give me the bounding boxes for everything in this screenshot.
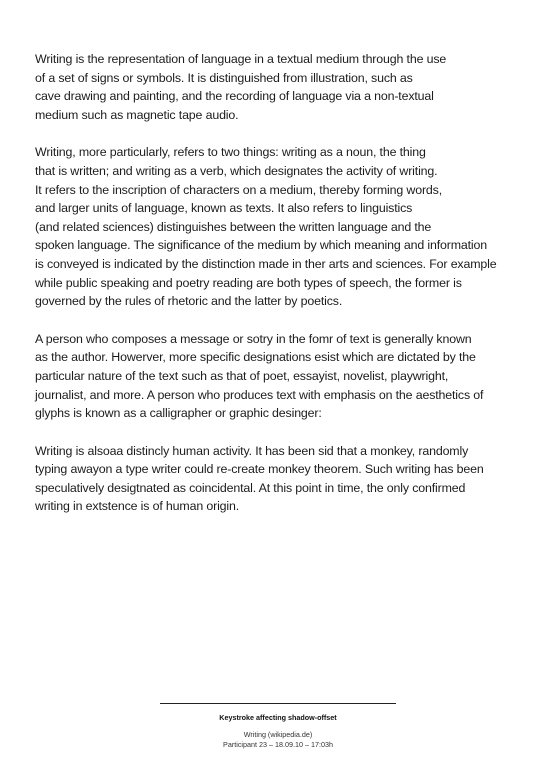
footer-caption [160,703,396,749]
text-line: speculatively desigtnated as coincidental. At this point in time, the only confirmed [35,480,466,495]
text-line: while public speaking and poetry reading are both types of speech, the former is [35,275,462,290]
text-line: particular nature of the text such as that of poet, essayist, novelist, playwright, [35,368,449,383]
text-line: typing awayon a type writer could re-create monkey theorem. Such writing has been [35,462,484,477]
text-line: It refers to the inscription of characters on a medium, thereby forming words, [35,182,443,197]
text-line: is conveyed is indicated by the distinction made in ther arts and sciences. For example [35,256,497,271]
text-line: (and related sciences) distinguishes between the written language and the [35,219,432,234]
text-line: cave drawing and painting, and the recording of language via a non-textual [35,89,434,104]
body-text [35,50,525,535]
paragraph-1 [35,50,525,124]
text-line: and larger units of language, known as texts. It also refers to linguistics [35,201,413,216]
paragraph-3 [35,330,525,423]
text-line: governed by the rules of rhetoric and the latter by poetics. [35,294,343,309]
paragraph-4 [35,442,525,516]
text-line: writing in extstence is of human origin. [35,499,240,514]
text-line: glyphs is known as a calligrapher or graphic desinger: [35,406,322,421]
text-line: Writing is the representation of language in a textual medium through the use [35,52,447,66]
text-line: Writing, more particularly, refers to two things: writing as a noun, the thing [35,145,426,160]
caption-title: Keystroke affecting shadow-offset [219,713,337,722]
text-line: medium such as magnetic tape audio. [35,107,239,122]
paragraph-2 [35,143,525,310]
text-line: A person who composes a message or sotry in the fomr of text is generally known [35,331,472,346]
text-line: as the author. Howerver, more specific designations esist which are dictated by the [35,350,476,365]
text-line: of a set of signs or symbols. It is distinguished from illustration, such as [35,70,413,85]
caption-meta: Participant 23 – 18.09.10 – 17:03h [223,739,333,749]
text-line: journalist, and more. A person who produces text with emphasis on the aesthetics of [35,387,484,402]
text-line: Writing is alsoaa distincly human activity. It has been sid that a monkey, randomly [35,443,469,458]
text-line: that is written; and writing as a verb, which designates the activity of writing. [35,163,438,178]
text-line: spoken language. The significance of the medium by which meaning and information [35,238,488,253]
caption-source: Writing (wikipedia.de) [243,730,313,739]
